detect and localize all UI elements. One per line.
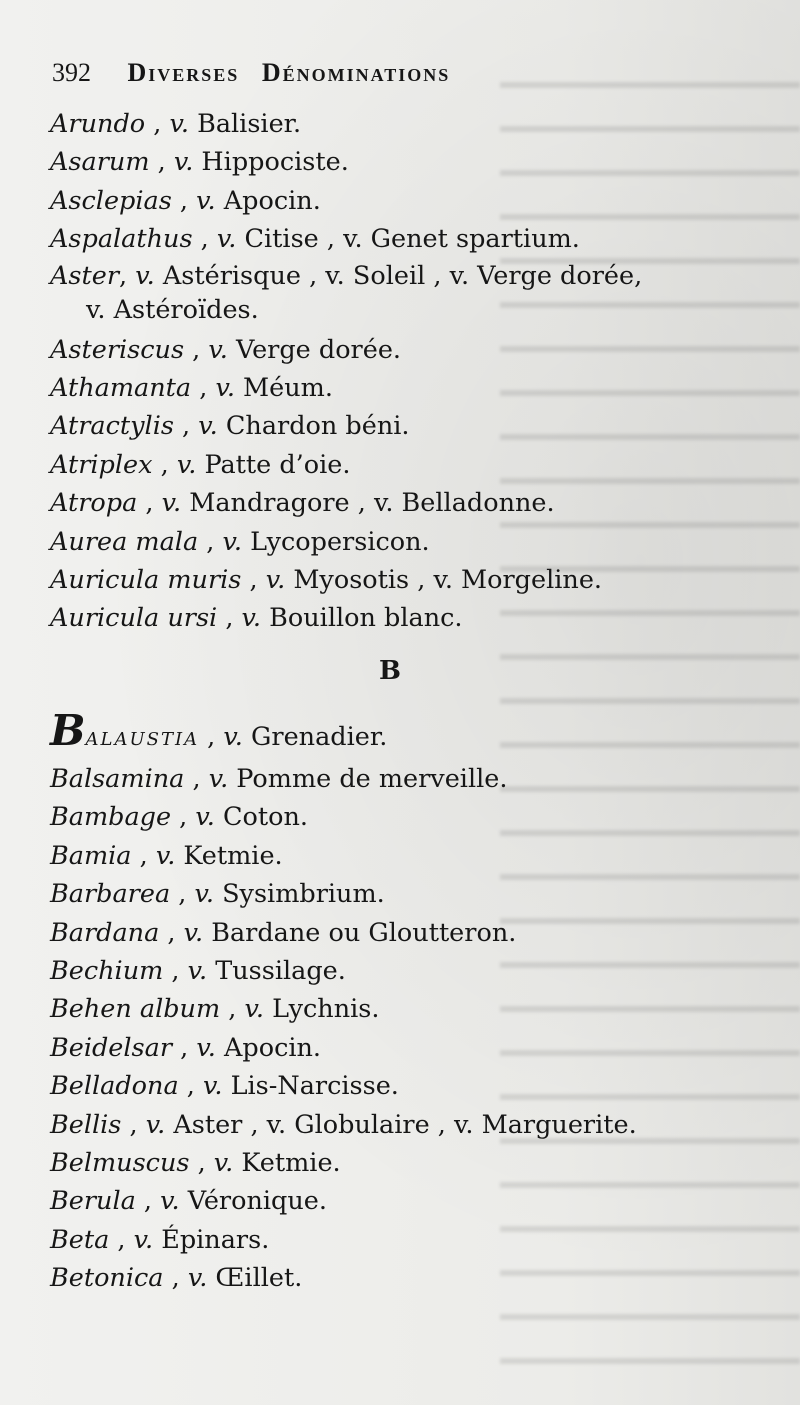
entry-term: Bambage <box>50 802 172 833</box>
entry-separator: , <box>241 565 266 596</box>
dictionary-entry <box>50 952 790 990</box>
entry-term: Berula <box>50 1186 136 1217</box>
entry-term: Auricula ursi <box>50 603 218 634</box>
dictionary-entry <box>50 484 790 522</box>
entry-text: Citise , v. Genet spartium. <box>236 224 580 255</box>
entry-v: v. <box>194 879 214 910</box>
entries-a <box>50 105 790 638</box>
entry-separator: , <box>171 802 196 833</box>
entry-v: v. <box>183 917 204 948</box>
entry-term: Arundo <box>50 109 146 139</box>
entry-separator: , <box>220 994 245 1025</box>
entry-term: Asarum <box>50 147 150 178</box>
entry-term: Atropa <box>50 488 138 519</box>
entry-text: Sysimbrium. <box>213 879 385 910</box>
entry-separator: , <box>145 109 170 139</box>
entry-separator: , <box>198 526 223 557</box>
entry-text: Chardon béni. <box>217 411 410 442</box>
entry-list <box>50 105 790 1298</box>
entry-separator: , <box>152 449 177 480</box>
entries-b <box>50 760 790 1298</box>
entry-v: v. <box>135 260 155 291</box>
entry-v: v. <box>216 224 237 255</box>
entry-term: Beta <box>50 1224 110 1255</box>
dictionary-entry <box>50 798 790 836</box>
entry-text: Ketmie. <box>175 840 283 871</box>
header-title-part2: Dénominations <box>261 58 451 87</box>
first-b-sep: , <box>199 721 224 752</box>
entry-text: Aster , v. Globulaire , v. Marguerite. <box>165 1109 637 1140</box>
entry-term: Betonica <box>50 1263 164 1294</box>
dictionary-entry <box>50 220 790 258</box>
entry-text: Astérisque , v. Soleil , v. Verge dorée, <box>154 260 643 291</box>
entry-separator: , <box>178 1071 203 1102</box>
entry-v: v. <box>169 109 189 139</box>
entry-continuation: v. Astéroïdes. <box>86 294 259 325</box>
entry-text: Patte d’oie. <box>196 449 351 480</box>
first-b-v: v. <box>223 721 243 752</box>
entry-v: v. <box>196 185 216 216</box>
entry-v: v. <box>265 565 286 596</box>
entry-term: Asclepias <box>50 185 172 216</box>
entry-term: Auricula muris <box>50 565 242 596</box>
dictionary-entry <box>50 105 790 143</box>
entry-text: Hippociste. <box>193 147 349 178</box>
dictionary-entry <box>50 875 790 913</box>
dictionary-entry <box>50 523 790 561</box>
entry-text: Pomme de merveille. <box>228 763 508 794</box>
entry-v: v. <box>176 449 197 480</box>
entry-text: Mandragore , v. Belladonne. <box>181 488 555 519</box>
entry-v: v. <box>161 488 182 519</box>
dictionary-entry <box>50 1144 790 1182</box>
entry-separator: , <box>189 1147 214 1178</box>
entry-v: v. <box>173 147 194 178</box>
dictionary-entry <box>50 143 790 181</box>
dictionary-entry <box>50 259 790 327</box>
entry-v: v. <box>202 1071 223 1102</box>
entry-text: Apocin. <box>215 1032 322 1063</box>
entry-v: v. <box>213 1147 234 1178</box>
entry-v: v. <box>198 411 218 442</box>
entry-separator: , <box>149 147 174 178</box>
first-b-entry <box>50 705 790 760</box>
first-b-term-rest: alaustia <box>85 721 200 752</box>
dictionary-entry <box>50 1029 790 1067</box>
entry-v: v. <box>155 840 176 871</box>
dictionary-entry <box>50 990 790 1028</box>
entry-separator: , <box>184 763 209 794</box>
header-title-part1: Diverses <box>127 58 240 87</box>
entry-term: Belladona <box>50 1071 179 1102</box>
dictionary-entry <box>50 599 790 637</box>
entry-text: Bouillon blanc. <box>261 603 463 634</box>
entry-separator: , <box>217 603 242 634</box>
entry-v: v. <box>160 1186 180 1217</box>
entry-separator: , <box>192 224 217 255</box>
entry-separator: , <box>159 917 184 948</box>
first-b-text: Grenadier. <box>242 721 388 752</box>
entry-v: v. <box>241 603 262 634</box>
entry-separator: , <box>135 1186 161 1217</box>
entry-term: Balsamina <box>50 763 185 794</box>
entry-separator: , <box>119 260 136 291</box>
entry-text: Méum. <box>234 373 333 404</box>
entry-separator: , <box>170 879 195 910</box>
entry-separator: , <box>121 1109 146 1140</box>
entry-v: v. <box>187 1263 208 1294</box>
entry-text: Épinars. <box>153 1224 270 1255</box>
entry-text: Lis-Narcisse. <box>222 1071 399 1102</box>
dictionary-entry <box>50 1106 790 1144</box>
entry-text: Lycopersicon. <box>242 526 430 557</box>
entry-text: Verge dorée. <box>227 334 402 365</box>
entry-v: v. <box>133 1224 154 1255</box>
entry-term: Barbarea <box>50 879 171 910</box>
entry-term: Aurea mala <box>50 526 199 557</box>
entry-v: v. <box>195 802 215 833</box>
entry-text: Véronique. <box>179 1186 327 1217</box>
entry-term: Asteriscus <box>50 334 185 365</box>
entry-term: Bamia <box>50 840 132 871</box>
entry-v: v. <box>145 1109 166 1140</box>
entry-term: Bellis <box>50 1109 122 1140</box>
entry-v: v. <box>208 334 228 365</box>
entry-separator: , <box>131 840 156 871</box>
entry-text: Œillet. <box>207 1263 303 1294</box>
running-header <box>52 58 792 88</box>
dictionary-entry <box>50 369 790 407</box>
entry-separator: , <box>163 1263 188 1294</box>
entry-separator: , <box>191 373 216 404</box>
entry-separator: , <box>109 1224 134 1255</box>
entry-v: v. <box>196 1032 216 1063</box>
dictionary-entry <box>50 1067 790 1105</box>
entry-term: Atriplex <box>50 449 153 480</box>
entry-text: Lychnis. <box>264 994 380 1025</box>
entry-separator: , <box>184 334 209 365</box>
entry-term: Bardana <box>50 917 160 948</box>
dictionary-entry <box>50 407 790 445</box>
entry-term: Aster <box>50 260 120 291</box>
dictionary-entry <box>50 446 790 484</box>
dictionary-entry <box>50 1221 790 1259</box>
entry-separator: , <box>137 488 162 519</box>
entry-term: Belmuscus <box>50 1147 190 1178</box>
dictionary-entry <box>50 837 790 875</box>
entry-term: Athamanta <box>50 373 192 404</box>
entry-separator: , <box>172 1032 197 1063</box>
entry-term: Aspalathus <box>50 224 193 255</box>
entry-v: v. <box>244 994 264 1025</box>
entry-term: Bechium <box>50 955 164 986</box>
entry-term: Behen album <box>50 994 221 1025</box>
section-letter: B <box>379 655 401 686</box>
dictionary-entry <box>50 1259 790 1297</box>
entry-v: v. <box>222 526 242 557</box>
entry-text: Ketmie. <box>233 1147 341 1178</box>
entry-text: Myosotis , v. Morgeline. <box>285 565 603 596</box>
page-number: 392 <box>52 58 91 87</box>
entry-v: v. <box>208 763 229 794</box>
entry-text: Coton. <box>214 802 309 833</box>
dictionary-entry <box>50 760 790 798</box>
entry-separator: , <box>163 955 188 986</box>
entry-text: Balisier. <box>188 109 302 139</box>
entry-v: v. <box>215 373 235 404</box>
entry-separator: , <box>173 411 199 442</box>
dictionary-entry <box>50 182 790 220</box>
dictionary-entry <box>50 1182 790 1220</box>
entry-text: Apocin. <box>215 185 321 216</box>
drop-cap: B <box>50 705 86 755</box>
entry-term: Beidelsar <box>50 1032 173 1063</box>
dictionary-entry <box>50 331 790 369</box>
entry-term: Atractylis <box>50 411 174 442</box>
dictionary-entry <box>50 561 790 599</box>
entry-v: v. <box>187 955 208 986</box>
entry-text: Tussilage. <box>207 955 346 986</box>
dictionary-entry <box>50 914 790 952</box>
entry-text: Bardane ou Gloutteron. <box>203 917 517 948</box>
entry-separator: , <box>171 185 197 216</box>
